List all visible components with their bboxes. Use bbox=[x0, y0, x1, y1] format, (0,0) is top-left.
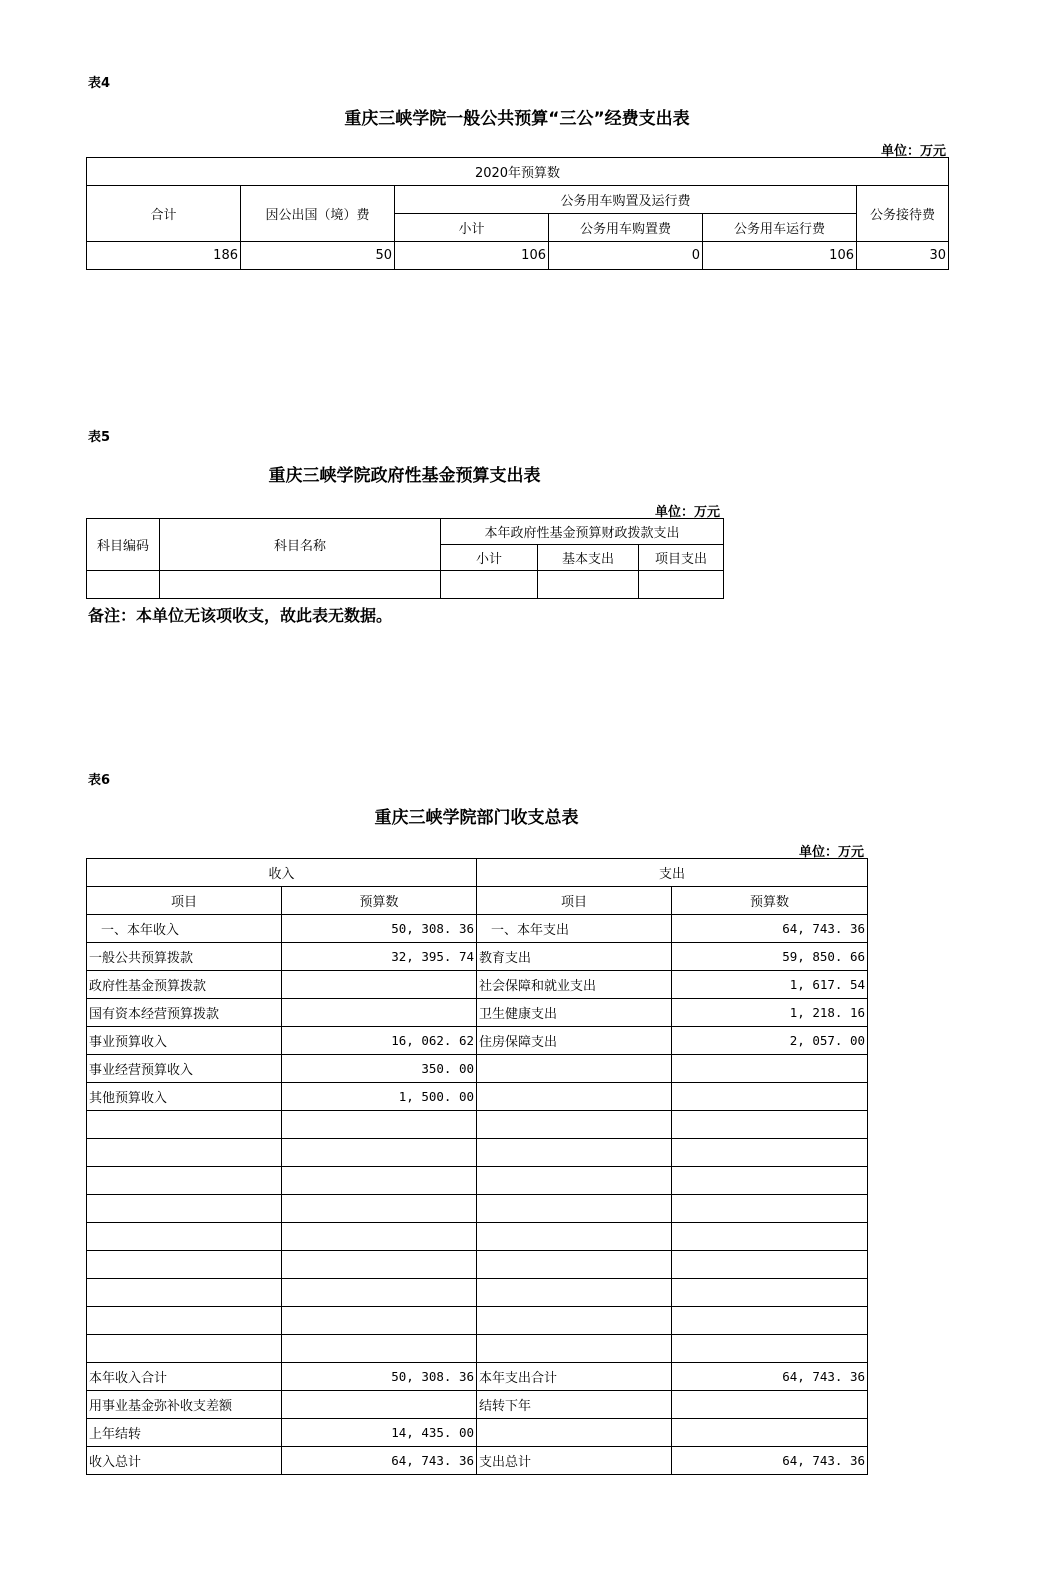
expense-item bbox=[477, 1055, 672, 1083]
income-item: 一般公共预算拨款 bbox=[87, 943, 282, 971]
table-row bbox=[87, 1111, 868, 1139]
income-item: 事业经营预算收入 bbox=[87, 1055, 282, 1083]
income-item: 本年收入合计 bbox=[87, 1363, 282, 1391]
expense-header: 支出 bbox=[477, 859, 868, 887]
expense-item: 本年支出合计 bbox=[477, 1363, 672, 1391]
income-value: 32, 395. 74 bbox=[282, 943, 477, 971]
expense-value: 64, 743. 36 bbox=[672, 915, 868, 943]
expense-value bbox=[672, 1279, 868, 1307]
table6-label: 表6 bbox=[88, 773, 111, 788]
expense-item bbox=[477, 1139, 672, 1167]
expense-value: 2, 057. 00 bbox=[672, 1027, 868, 1055]
income-item: 一、本年收入 bbox=[87, 915, 282, 943]
col-project-header: 项目支出 bbox=[639, 545, 724, 571]
income-value: 1, 500. 00 bbox=[282, 1083, 477, 1111]
table5-label: 表5 bbox=[88, 430, 111, 445]
income-value bbox=[282, 1391, 477, 1419]
table-row bbox=[87, 1027, 868, 1055]
income-value bbox=[282, 1167, 477, 1195]
expense-value: 1, 617. 54 bbox=[672, 971, 868, 999]
income-item bbox=[87, 1223, 282, 1251]
income-item: 政府性基金预算拨款 bbox=[87, 971, 282, 999]
income-header: 收入 bbox=[87, 859, 477, 887]
table5-note: 备注：本单位无该项收支，故此表无数据。 bbox=[88, 606, 393, 625]
income-value bbox=[282, 1307, 477, 1335]
expense-item bbox=[477, 1195, 672, 1223]
income-item-header: 项目 bbox=[87, 887, 282, 915]
col-total-header: 合计 bbox=[87, 186, 241, 242]
income-item bbox=[87, 1111, 282, 1139]
expense-value bbox=[672, 1307, 868, 1335]
value-running: 106 bbox=[703, 242, 857, 270]
expense-value bbox=[672, 1055, 868, 1083]
expense-item bbox=[477, 1083, 672, 1111]
col-purchase-header: 公务用车购置费 bbox=[549, 214, 703, 242]
department-income-expense-table bbox=[86, 858, 868, 1475]
expense-value: 64, 743. 36 bbox=[672, 1363, 868, 1391]
expense-value: 64, 743. 36 bbox=[672, 1447, 868, 1475]
col-subtotal-header: 小计 bbox=[441, 545, 538, 571]
income-value bbox=[282, 1111, 477, 1139]
table-row bbox=[87, 1251, 868, 1279]
expense-item: 一、本年支出 bbox=[477, 915, 672, 943]
year-header: 2020年预算数 bbox=[87, 158, 949, 186]
expense-item bbox=[477, 1279, 672, 1307]
income-item: 事业预算收入 bbox=[87, 1027, 282, 1055]
expense-item bbox=[477, 1223, 672, 1251]
table6-title: 重庆三峡学院部门收支总表 bbox=[374, 808, 579, 828]
income-value: 14, 435. 00 bbox=[282, 1419, 477, 1447]
expense-value bbox=[672, 1195, 868, 1223]
table-row bbox=[87, 1279, 868, 1307]
expense-item bbox=[477, 1419, 672, 1447]
col-name-header: 科目名称 bbox=[160, 519, 441, 571]
income-item: 收入总计 bbox=[87, 1447, 282, 1475]
expense-item: 卫生健康支出 bbox=[477, 999, 672, 1027]
income-value: 350. 00 bbox=[282, 1055, 477, 1083]
income-item bbox=[87, 1251, 282, 1279]
income-value bbox=[282, 1223, 477, 1251]
expense-value bbox=[672, 1083, 868, 1111]
table5-title: 重庆三峡学院政府性基金预算支出表 bbox=[268, 466, 541, 486]
income-value: 16, 062. 62 bbox=[282, 1027, 477, 1055]
income-value: 64, 743. 36 bbox=[282, 1447, 477, 1475]
income-value: 50, 308. 36 bbox=[282, 1363, 477, 1391]
income-value bbox=[282, 1279, 477, 1307]
table-row bbox=[87, 915, 868, 943]
income-value: 50, 308. 36 bbox=[282, 915, 477, 943]
income-item: 上年结转 bbox=[87, 1419, 282, 1447]
income-value bbox=[282, 1335, 477, 1363]
expense-value bbox=[672, 1111, 868, 1139]
income-item bbox=[87, 1195, 282, 1223]
expense-item bbox=[477, 1111, 672, 1139]
expense-value bbox=[672, 1139, 868, 1167]
table-row bbox=[87, 1167, 868, 1195]
table-row bbox=[87, 1055, 868, 1083]
expense-value: 59, 850. 66 bbox=[672, 943, 868, 971]
expense-budget-header: 预算数 bbox=[672, 887, 868, 915]
table-row bbox=[87, 1363, 868, 1391]
expense-item bbox=[477, 1167, 672, 1195]
government-fund-table bbox=[86, 518, 724, 599]
value-abroad: 50 bbox=[241, 242, 395, 270]
expense-value bbox=[672, 1391, 868, 1419]
col-abroad-header: 因公出国（境）费 bbox=[241, 186, 395, 242]
table-row bbox=[87, 242, 949, 270]
income-value bbox=[282, 999, 477, 1027]
col-basic-header: 基本支出 bbox=[538, 545, 639, 571]
value-subtotal: 106 bbox=[395, 242, 549, 270]
income-item bbox=[87, 1335, 282, 1363]
table4-title: 重庆三峡学院一般公共预算“三公”经费支出表 bbox=[344, 109, 690, 129]
income-item bbox=[87, 1307, 282, 1335]
table-row bbox=[87, 1083, 868, 1111]
value-reception: 30 bbox=[857, 242, 949, 270]
table-row bbox=[87, 571, 724, 599]
table4-unit: 单位：万元 bbox=[880, 144, 946, 159]
income-item: 国有资本经营预算拨款 bbox=[87, 999, 282, 1027]
value-total: 186 bbox=[87, 242, 241, 270]
expense-value bbox=[672, 1223, 868, 1251]
value-purchase: 0 bbox=[549, 242, 703, 270]
table-row bbox=[87, 1195, 868, 1223]
expense-item-header: 项目 bbox=[477, 887, 672, 915]
expense-value bbox=[672, 1335, 868, 1363]
table-row bbox=[87, 1139, 868, 1167]
col-reception-header: 公务接待费 bbox=[857, 186, 949, 242]
table-row bbox=[87, 943, 868, 971]
three-public-expense-table bbox=[86, 157, 949, 270]
col-running-header: 公务用车运行费 bbox=[703, 214, 857, 242]
col-code-header: 科目编码 bbox=[87, 519, 160, 571]
table-row bbox=[87, 1335, 868, 1363]
col-subtotal-header: 小计 bbox=[395, 214, 549, 242]
income-item bbox=[87, 1167, 282, 1195]
income-value bbox=[282, 1251, 477, 1279]
expense-item: 结转下年 bbox=[477, 1391, 672, 1419]
table-row bbox=[87, 1223, 868, 1251]
income-budget-header: 预算数 bbox=[282, 887, 477, 915]
table5-unit: 单位：万元 bbox=[654, 505, 720, 520]
income-item: 其他预算收入 bbox=[87, 1083, 282, 1111]
expense-item bbox=[477, 1335, 672, 1363]
income-value bbox=[282, 1139, 477, 1167]
expense-item: 社会保障和就业支出 bbox=[477, 971, 672, 999]
income-item bbox=[87, 1139, 282, 1167]
income-item: 用事业基金弥补收支差额 bbox=[87, 1391, 282, 1419]
expense-item: 支出总计 bbox=[477, 1447, 672, 1475]
table-row bbox=[87, 971, 868, 999]
table-row bbox=[87, 1447, 868, 1475]
table-row bbox=[87, 999, 868, 1027]
table-row bbox=[87, 1307, 868, 1335]
table-row bbox=[87, 1419, 868, 1447]
col-vehicle-header: 公务用车购置及运行费 bbox=[395, 186, 857, 214]
income-value bbox=[282, 971, 477, 999]
expense-value bbox=[672, 1251, 868, 1279]
table6-unit: 单位：万元 bbox=[798, 845, 864, 860]
expense-item bbox=[477, 1307, 672, 1335]
income-item bbox=[87, 1279, 282, 1307]
expense-value bbox=[672, 1167, 868, 1195]
table4-label: 表4 bbox=[88, 76, 111, 91]
expense-value: 1, 218. 16 bbox=[672, 999, 868, 1027]
col-group-header: 本年政府性基金预算财政拨款支出 bbox=[441, 519, 724, 545]
expense-item: 住房保障支出 bbox=[477, 1027, 672, 1055]
expense-item: 教育支出 bbox=[477, 943, 672, 971]
table-row bbox=[87, 1391, 868, 1419]
expense-item bbox=[477, 1251, 672, 1279]
income-value bbox=[282, 1195, 477, 1223]
expense-value bbox=[672, 1419, 868, 1447]
